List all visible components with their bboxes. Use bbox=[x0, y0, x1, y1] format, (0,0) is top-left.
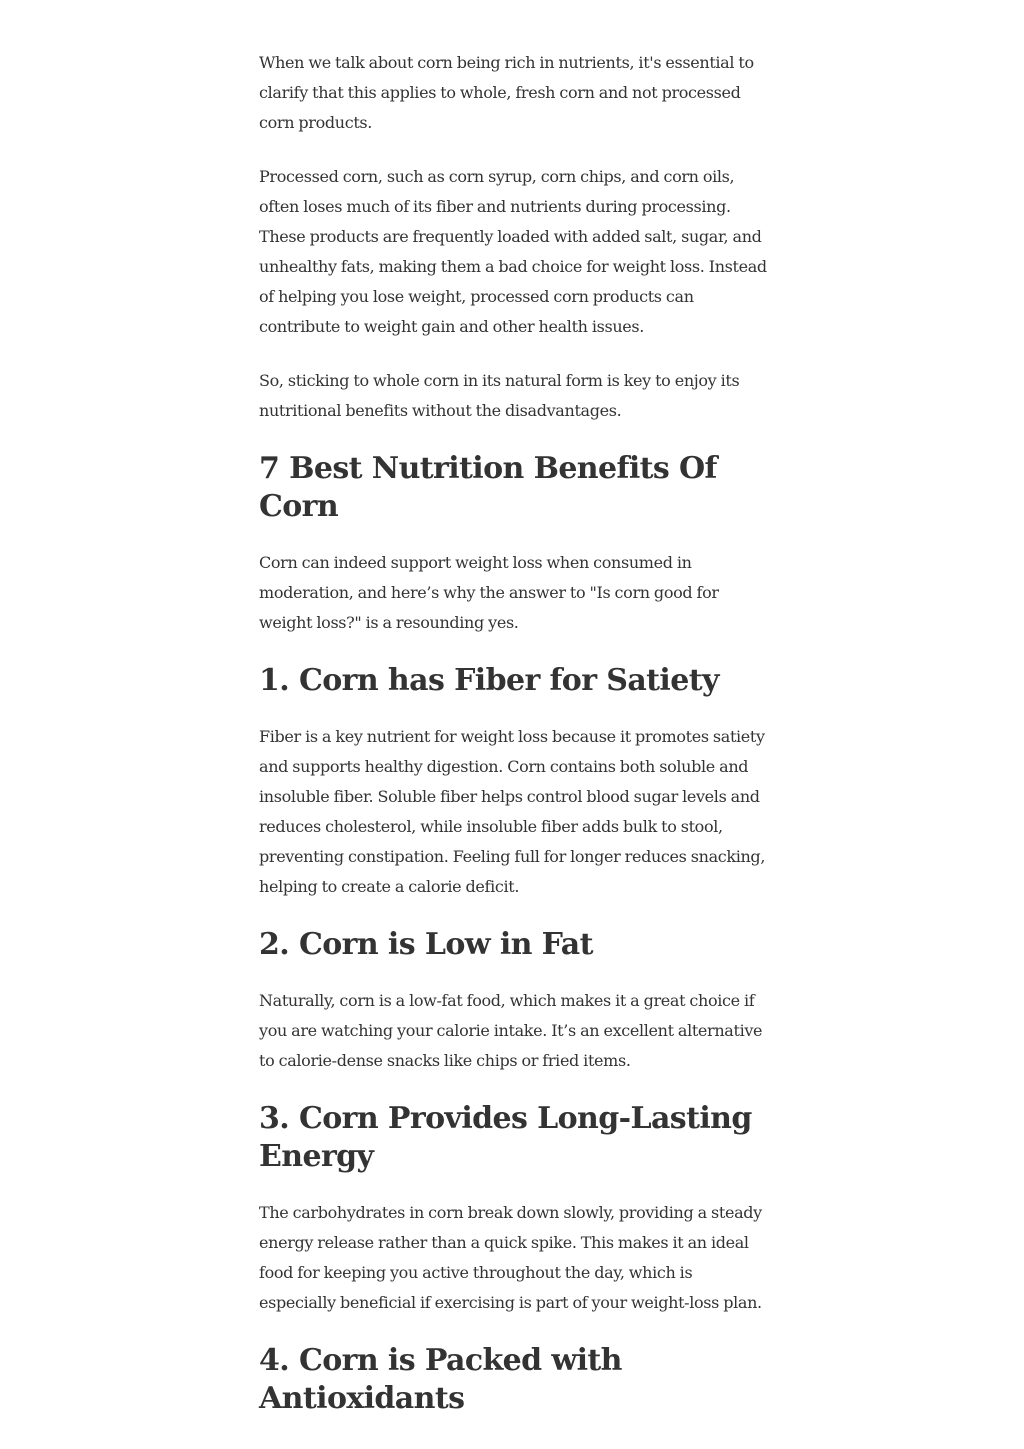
paragraph-whole-corn: When we talk about corn being rich in nutrients, it's essential to clarify that this applies to whole, fresh corn and not processed corn products. bbox=[259, 53, 754, 132]
paragraph-processed-corn: Processed corn, such as corn syrup, corn chips, and corn oils, often loses much of its fiber and nutrients during processing. These products are frequently loaded with added salt, sugar, and unhealthy fats, making them a bad choice for weight loss. Instead of helping you lose weight, processed corn products can contribute to weight gain and other health issues. bbox=[259, 167, 767, 336]
heading-fiber: 1. Corn has Fiber for Satiety bbox=[259, 663, 719, 698]
paragraph-benefits-intro: Corn can indeed support weight loss when consumed in moderation, and here’s why the answer to "Is corn good for weight loss?" is a resounding yes. bbox=[259, 553, 719, 632]
paragraph-low-fat: Naturally, corn is a low-fat food, which makes it a great choice if you are watching your calorie intake. It’s an excellent alternative to calorie-dense snacks like chips or fried items. bbox=[259, 991, 763, 1070]
heading-low-fat: 2. Corn is Low in Fat bbox=[259, 927, 593, 962]
heading-benefits: 7 Best Nutrition Benefits Of Corn bbox=[259, 451, 717, 524]
heading-antioxidants: 4. Corn is Packed with Antioxidants bbox=[259, 1343, 622, 1416]
paragraph-fiber: Fiber is a key nutrient for weight loss because it promotes satiety and supports healthy digestion. Corn contains both soluble and insoluble fiber. Soluble fiber helps control blood sugar levels and reduces cholesterol, while insoluble fiber adds bulk to stool, preventing constipation. Feeling full for longer reduces snacking, helping to create a calorie deficit. bbox=[259, 727, 766, 896]
paragraph-natural-form: So, sticking to whole corn in its natural form is key to enjoy its nutritional benefits without the disadvantages. bbox=[259, 371, 740, 420]
article-body bbox=[259, 48, 771, 1440]
paragraph-energy: The carbohydrates in corn break down slowly, providing a steady energy release rather than a quick spike. This makes it an ideal food for keeping you active throughout the day, which is especially beneficial if exercising is part of your weight-loss plan. bbox=[259, 1203, 762, 1312]
heading-energy: 3. Corn Provides Long-Lasting Energy bbox=[259, 1101, 752, 1174]
